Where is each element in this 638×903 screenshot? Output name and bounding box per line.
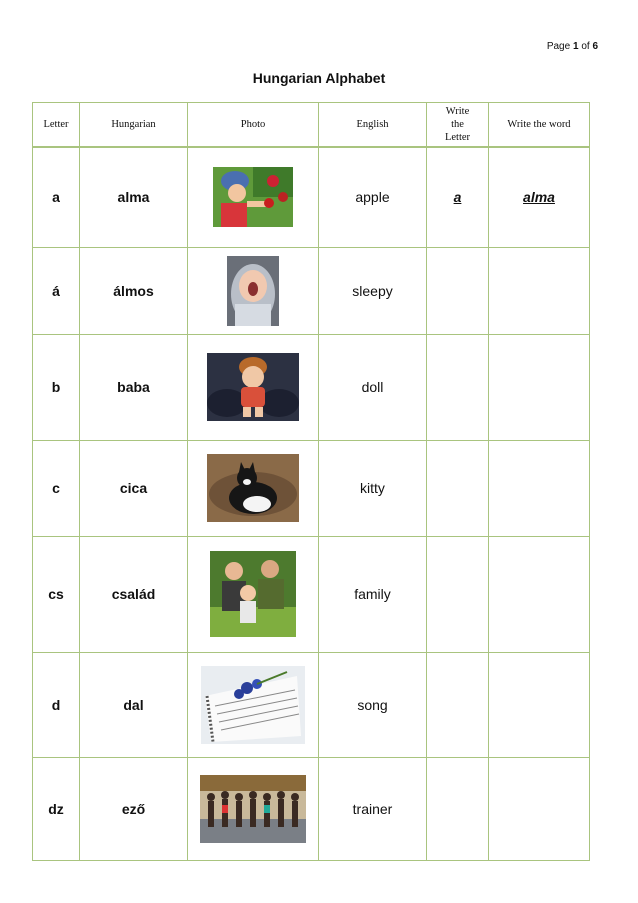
write-letter-cell[interactable] bbox=[427, 757, 489, 860]
header-hungarian: Hungarian bbox=[80, 103, 188, 148]
english-word-cell: doll bbox=[319, 334, 427, 440]
english-word-cell: song bbox=[319, 652, 427, 757]
dance-class-photo bbox=[200, 775, 306, 843]
photo-cell bbox=[188, 147, 319, 247]
letter-cell: dz bbox=[33, 757, 80, 860]
sheet-music-photo bbox=[201, 666, 305, 744]
hungarian-word-cell: ező bbox=[80, 757, 188, 860]
photo-cell bbox=[188, 334, 319, 440]
photo-cell bbox=[188, 440, 319, 536]
hungarian-word-cell: baba bbox=[80, 334, 188, 440]
write-letter-cell[interactable] bbox=[427, 334, 489, 440]
child-with-apple-photo bbox=[213, 167, 293, 227]
table-row bbox=[33, 757, 590, 860]
write-word-cell[interactable] bbox=[489, 247, 590, 334]
letter-cell: d bbox=[33, 652, 80, 757]
hungarian-word-cell: cica bbox=[80, 440, 188, 536]
photo-cell bbox=[188, 247, 319, 334]
english-word-cell: sleepy bbox=[319, 247, 427, 334]
write-word-cell[interactable] bbox=[489, 536, 590, 652]
page-number: Page 1 of 6 bbox=[546, 41, 598, 52]
doll-photo bbox=[207, 353, 299, 421]
write-letter-cell[interactable] bbox=[427, 247, 489, 334]
hungarian-word-cell: család bbox=[80, 536, 188, 652]
write-letter-cell[interactable] bbox=[427, 440, 489, 536]
letter-cell: cs bbox=[33, 536, 80, 652]
hungarian-word-cell: álmos bbox=[80, 247, 188, 334]
header-write-word: Write the word bbox=[489, 103, 590, 148]
table-row bbox=[33, 247, 590, 334]
letter-cell: á bbox=[33, 247, 80, 334]
write-letter-cell[interactable] bbox=[427, 652, 489, 757]
table-row bbox=[33, 652, 590, 757]
letter-cell: c bbox=[33, 440, 80, 536]
alphabet-table bbox=[32, 102, 590, 861]
photo-cell bbox=[188, 536, 319, 652]
kitten-photo bbox=[207, 454, 299, 522]
family-photo bbox=[210, 551, 296, 637]
write-word-cell[interactable] bbox=[489, 757, 590, 860]
header-english: English bbox=[319, 103, 427, 148]
write-letter-cell[interactable] bbox=[427, 536, 489, 652]
english-word-cell: trainer bbox=[319, 757, 427, 860]
write-word-cell[interactable] bbox=[489, 440, 590, 536]
write-word-cell[interactable]: alma bbox=[489, 147, 590, 247]
table-row bbox=[33, 440, 590, 536]
table-row bbox=[33, 536, 590, 652]
header-write-letter: Write the Letter bbox=[427, 103, 489, 148]
english-word-cell: kitty bbox=[319, 440, 427, 536]
english-word-cell: family bbox=[319, 536, 427, 652]
table-header-row bbox=[33, 103, 590, 148]
header-photo: Photo bbox=[188, 103, 319, 148]
letter-cell: b bbox=[33, 334, 80, 440]
write-word-cell[interactable] bbox=[489, 334, 590, 440]
english-word-cell: apple bbox=[319, 147, 427, 247]
write-letter-cell[interactable]: a bbox=[427, 147, 489, 247]
write-word-cell[interactable] bbox=[489, 652, 590, 757]
photo-cell bbox=[188, 652, 319, 757]
hungarian-word-cell: dal bbox=[80, 652, 188, 757]
table-row bbox=[33, 334, 590, 440]
photo-cell bbox=[188, 757, 319, 860]
yawning-baby-photo bbox=[227, 256, 279, 326]
page-title: Hungarian Alphabet bbox=[252, 70, 386, 86]
header-letter: Letter bbox=[33, 103, 80, 148]
letter-cell: a bbox=[33, 147, 80, 247]
table-row bbox=[33, 147, 590, 247]
hungarian-word-cell: alma bbox=[80, 147, 188, 247]
